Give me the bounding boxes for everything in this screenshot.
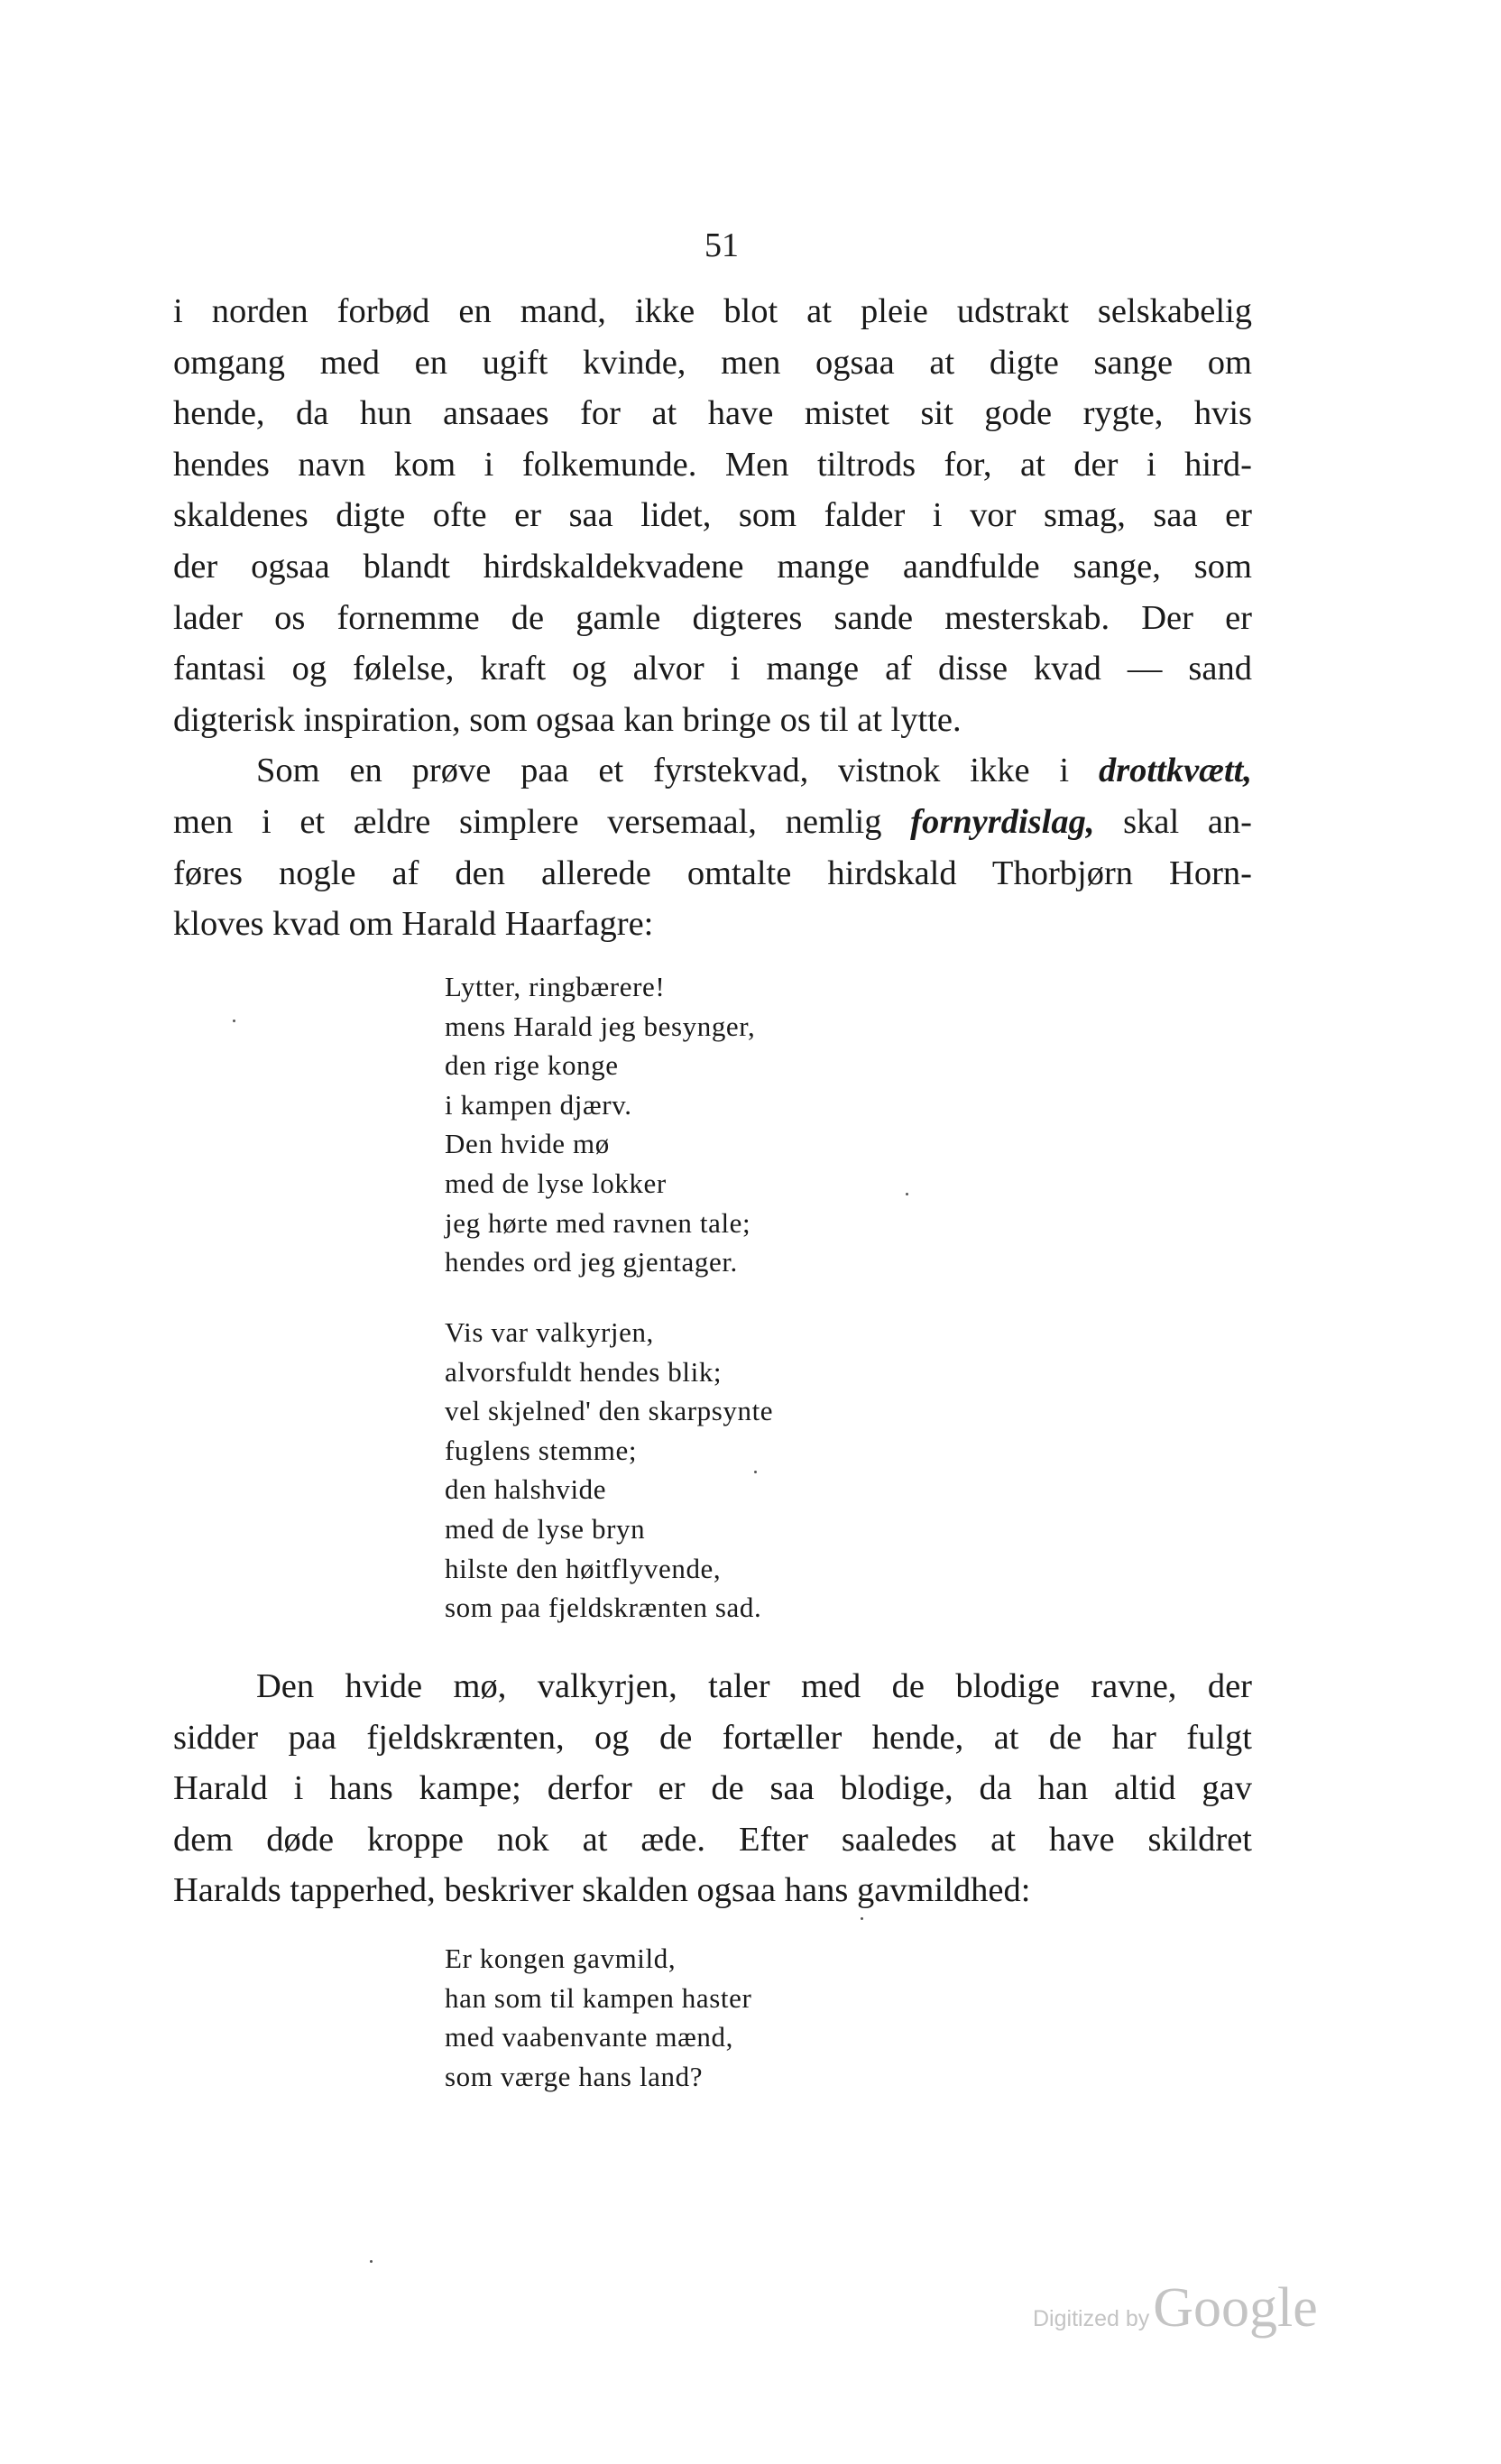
verse-line: hilste den høitflyvende, bbox=[445, 1552, 722, 1584]
paragraph-line: Den hvide mø, valkyrjen, taler med de blodige ravne, der bbox=[256, 1667, 1252, 1705]
italic-term-fornyrdislag: fornyrdislag, bbox=[910, 802, 1095, 841]
paragraph-line: der ogsaa blandt hirdskaldekvadene mange aandfulde sange, som bbox=[173, 547, 1252, 586]
paragraph-line: skaldenes digte ofte er saa lidet, som falder i vor smag, saa er bbox=[173, 496, 1252, 535]
print-speck bbox=[754, 1471, 757, 1473]
paragraph-two bbox=[173, 1661, 1252, 1916]
verse-line: Er kongen gavmild, bbox=[445, 1943, 677, 1974]
print-speck bbox=[861, 1917, 863, 1920]
print-speck bbox=[233, 1020, 235, 1022]
paragraph-line: sidder paa fjeldskrænten, og de fortæller hende, at de har fulgt bbox=[173, 1718, 1252, 1757]
paragraph-line: lader os fornemme de gamle digteres sande mesterskab. Der er bbox=[173, 598, 1252, 637]
watermark-digitized-text: Digitized by bbox=[1033, 2306, 1150, 2331]
verse-line: vel skjelned' den skarpsynte bbox=[445, 1395, 774, 1427]
verse-line: fuglens stemme; bbox=[445, 1434, 638, 1466]
page-number: 51 bbox=[704, 226, 739, 264]
italic-term-drottkvaett: drottkvætt, bbox=[1098, 752, 1252, 790]
verse-line: hendes ord jeg gjentager. bbox=[445, 1246, 738, 1278]
verse-line: den rige konge bbox=[445, 1049, 619, 1082]
verse-line: han som til kampen haster bbox=[445, 1981, 752, 2014]
paragraph-line: i norden forbød en mand, ikke blot at pleie udstrakt selskabelig bbox=[173, 292, 1252, 330]
verse-line: som paa fjeldskrænten sad. bbox=[445, 1592, 762, 1624]
paragraph-line: Haralds tapperhed, beskriver skalden ogsaa hans gavmildhed: bbox=[173, 1871, 1031, 1910]
watermark-google-logo: Google bbox=[1153, 2277, 1318, 2339]
verse-line: Vis var valkyrjen, bbox=[445, 1316, 654, 1348]
paragraph-line: hende, da hun ansaaes for at have mistet sit gode rygte, hvis bbox=[173, 394, 1252, 433]
verse-stanza-one bbox=[445, 967, 755, 1282]
paragraph-line: dem døde kroppe nok at æde. Efter saaledes at have skildret bbox=[173, 1820, 1252, 1859]
paragraph-line: kloves kvad om Harald Haarfagre: bbox=[173, 905, 654, 944]
verse-line: Lytter, ringbærere! bbox=[445, 971, 666, 1002]
paragraph-line bbox=[173, 745, 1252, 797]
print-speck bbox=[370, 2260, 373, 2263]
paragraph-line: digterisk inspiration, som ogsaa kan bringe os til at lytte. bbox=[173, 700, 962, 739]
verse-line: jeg hørte med ravnen tale; bbox=[445, 1206, 751, 1239]
text-run: skal an- bbox=[1094, 802, 1252, 841]
paragraph-line: hendes navn kom i folkemunde. Men tiltrods for, at der i hird- bbox=[173, 445, 1252, 484]
paragraph-line bbox=[173, 797, 1252, 848]
verse-stanza-two bbox=[445, 1313, 773, 1628]
verse-line: alvorsfuldt hendes blik; bbox=[445, 1355, 723, 1388]
paragraph-one bbox=[173, 286, 1252, 950]
verse-line: mens Harald jeg besynger, bbox=[445, 1010, 756, 1042]
verse-line: Den hvide mø bbox=[445, 1128, 610, 1160]
verse-line: med vaabenvante mænd, bbox=[445, 2021, 733, 2053]
verse-line: med de lyse bryn bbox=[445, 1512, 646, 1545]
verse-line: i kampen djærv. bbox=[445, 1088, 632, 1121]
digitized-by-google-watermark bbox=[1033, 2276, 1318, 2340]
print-speck bbox=[906, 1193, 908, 1195]
verse-line: med de lyse lokker bbox=[445, 1167, 667, 1199]
paragraph-line: føres nogle af den allerede omtalte hirdskald Thorbjørn Horn- bbox=[173, 854, 1252, 892]
verse-line: som værge hans land? bbox=[445, 2060, 704, 2092]
verse-line: den halshvide bbox=[445, 1473, 607, 1506]
verse-stanza-three bbox=[445, 1939, 751, 2096]
paragraph-line: omgang med en ugift kvinde, men ogsaa at digte sange om bbox=[173, 343, 1252, 382]
paragraph-line: Harald i hans kampe; derfor er de saa blodige, da han altid gav bbox=[173, 1769, 1252, 1808]
paragraph-line: fantasi og følelse, kraft og alvor i mange af disse kvad — sand bbox=[173, 650, 1252, 688]
text-run: Som en prøve paa et fyrstekvad, vistnok ikke i bbox=[256, 752, 1099, 790]
text-run: men i et ældre simplere versemaal, nemlig bbox=[173, 802, 911, 841]
